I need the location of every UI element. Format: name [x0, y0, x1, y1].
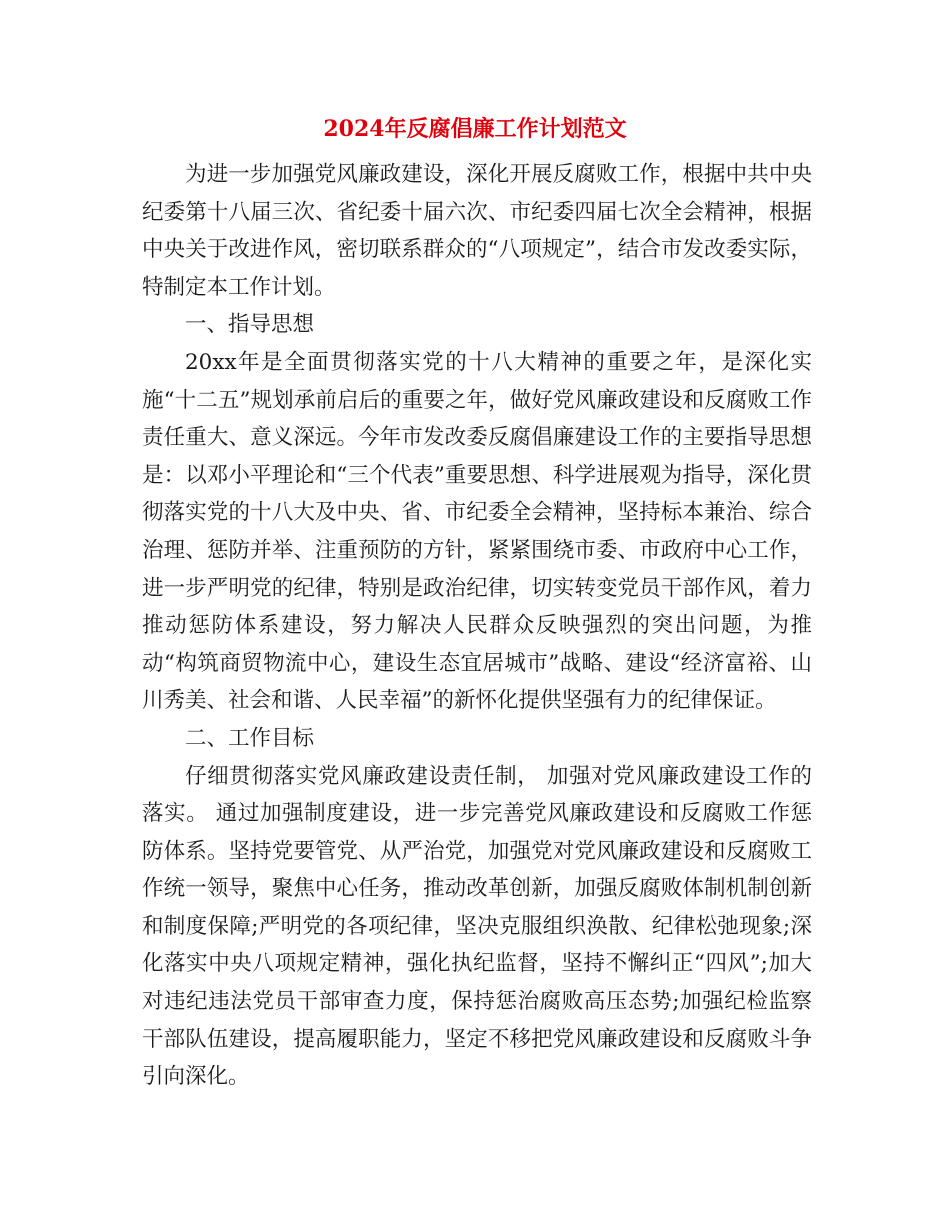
document-body	[142, 156, 812, 1096]
work-goals-paragraph: 仔细贯彻落实党风廉政建设责任制， 加强对党风廉政建设工作的落实。 通过加强制度建设，进一步完善党风廉政建设和反腐败工作惩防体系。坚持党要管党、从严治党，加强党对党风廉政建设和反腐败工作统一领导，聚焦中心任务，推动改革创新，加强反腐败体制机制创新和制度保障;严明党的各项纪律，坚决克服组织涣散、纪律松弛现象;深化落实中央八项规定精神，强化执纪监督，坚持不懈纠正“四风”;加大对违纪违法党员干部审查力度，保持惩治腐败高压态势;加强纪检监察干部队伍建设，提高履职能力，坚定不移把党风廉政建设和反腐败斗争引向深化。	[142, 763, 812, 1090]
intro-paragraph: 为进一步加强党风廉政建设，深化开展反腐败工作，根据中共中央纪委第十八届三次、省纪委十届六次、市纪委四届七次全会精神，根据中央关于改进作风，密切联系群众的“八项规定”，结合市发改委实际，特制定本工作计划。	[142, 162, 812, 300]
document-title: 2024年反腐倡廉工作计划范文	[323, 116, 627, 142]
guiding-ideology-paragraph: 20xx年是全面贯彻落实党的十八大精神的重要之年，是深化实施“十二五”规划承前启后的重要之年，做好党风廉政建设和反腐败工作责任重大、意义深远。今年市发改委反腐倡廉建设工作的主要指导思想是：以邓小平理论和“三个代表”重要思想、科学进展观为指导，深化贯彻落实党的十八大及中央、省、市纪委全会精神，坚持标本兼治、综合治理、惩防并举、注重预防的方针，紧紧围绕市委、市政府中心工作，进一步严明党的纪律，特别是政治纪律，切实转变党员干部作风，着力推动惩防体系建设，努力解决人民群众反映强烈的突出问题，为推动“构筑商贸物流中心，建设生态宜居城市”战略、建设“经济富裕、山川秀美、社会和谐、人民幸福”的新怀化提供坚强有力的纪律保证。	[142, 349, 812, 714]
section-heading-guiding-ideology: 一、指导思想	[185, 312, 315, 338]
section-heading-work-goals: 二、工作目标	[185, 725, 315, 751]
